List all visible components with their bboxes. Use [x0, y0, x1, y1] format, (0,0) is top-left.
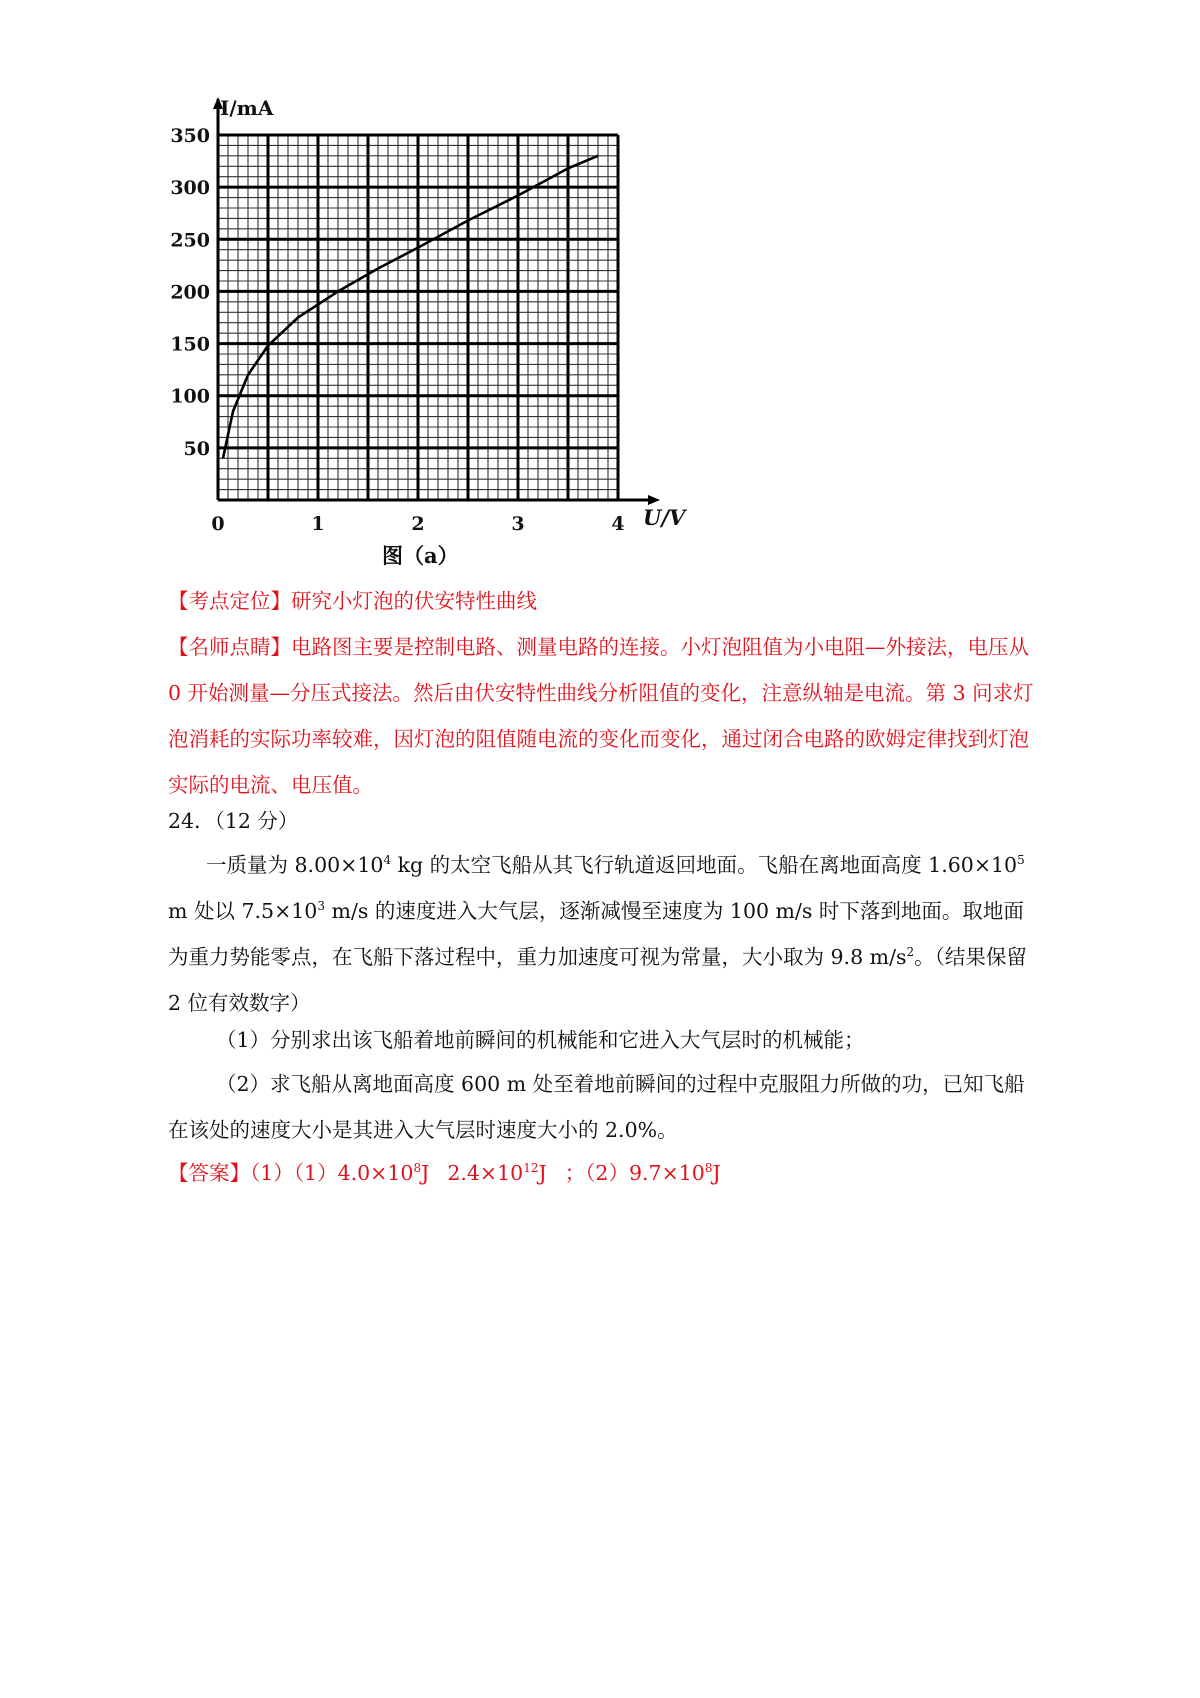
- x-axis-arrow: [648, 495, 660, 505]
- iv-chart: [160, 95, 760, 625]
- y-tick-label: 200: [170, 281, 210, 304]
- stem-part-4: m/s 的速度进入大气层，逐渐减慢至速度为 100 m/s 时下落到地面。取地面为重力势能零点，在飞船下落过程中，重力加速度可视为常量，大小取为 9.8 m/s: [168, 899, 1024, 969]
- answer-label: 【答案】: [168, 1161, 250, 1185]
- stem-exp-2: 5: [1017, 853, 1025, 867]
- y-tick-label: 250: [170, 229, 210, 252]
- curve-layer: [223, 156, 598, 458]
- y-tick-label: 300: [170, 177, 210, 200]
- key-point-line: [168, 578, 1044, 624]
- teacher-tip-text: 电路图主要是控制电路、测量电路的连接。小灯泡阻值为小电阻—外接法，电压从 0 开始测量—分压式接法。然后由伏安特性曲线分析阻值的变化，注意纵轴是电流。第 3 问求灯泡消耗的实际功率较难，因灯泡的阻值随电流的变化而变化，通过闭合电路的欧姆定律找到灯泡实际的电流、电压值。: [168, 635, 1034, 797]
- x-tick-label: 2: [411, 513, 425, 535]
- x-tick-label: 0: [211, 513, 225, 535]
- answer-1-exp: 8: [413, 1161, 422, 1175]
- stem-part-5: 。（结果保留 2 位有效数字）: [168, 945, 1027, 1015]
- answer-3-unit: J: [712, 1161, 721, 1185]
- iv-characteristic-figure: [160, 95, 760, 625]
- question-part-1: （1）分别求出该飞船着地前瞬间的机械能和它进入大气层时的机械能；: [216, 1028, 865, 1052]
- y-tick-label: 350: [170, 125, 210, 147]
- stem-part-1: 一质量为 8.00×10: [206, 853, 384, 877]
- stem-part-2: kg 的太空飞船从其飞行轨道返回地面。飞船在离地面高度 1.60×10: [391, 853, 1018, 877]
- question-stem: [168, 842, 1044, 1026]
- teacher-tip: [168, 624, 1044, 808]
- answer-line: [168, 1150, 1044, 1196]
- answer-1-unit: J: [421, 1161, 430, 1185]
- stem-exp-3: 3: [317, 899, 325, 913]
- stem-part-3: m 处以 7.5×10: [168, 899, 318, 923]
- teacher-tip-label: 【名师点睛】: [168, 635, 291, 659]
- answer-1: （1）（1）4.0×10: [250, 1161, 414, 1185]
- figure-caption: 图（a）: [382, 543, 459, 568]
- x-tick-label: 1: [311, 513, 325, 535]
- x-tick-label: 4: [611, 513, 625, 535]
- x-tick-label: 3: [511, 513, 525, 535]
- key-point-text: 研究小灯泡的伏安特性曲线: [291, 589, 537, 613]
- answer-2: 2.4×10: [447, 1161, 524, 1185]
- key-point-label: 【考点定位】: [168, 589, 291, 613]
- answer-2-exp: 12: [523, 1161, 539, 1175]
- answer-2-unit: J: [538, 1161, 547, 1185]
- x-axis-label: U/V: [643, 505, 686, 530]
- question-part-2: （2）求飞船从离地面高度 600 m 处至着地前瞬间的过程中克服阻力所做的功，已知飞船在该处的速度大小是其进入大气层时速度大小的 2.0%。: [168, 1072, 1025, 1142]
- y-tick-label: 50: [183, 437, 210, 460]
- y-tick-label: 100: [170, 385, 210, 408]
- answer-3-exp: 8: [704, 1161, 713, 1175]
- stem-exp-1: 4: [383, 853, 392, 867]
- iv-curve: [223, 156, 598, 458]
- answer-3: ；（2）9.7×10: [564, 1161, 705, 1185]
- stem-exp-4: 2: [906, 945, 915, 959]
- y-axis-label: I/mA: [220, 96, 274, 120]
- question-number: 24．（12 分）: [168, 809, 299, 833]
- y-tick-label: 150: [170, 333, 210, 356]
